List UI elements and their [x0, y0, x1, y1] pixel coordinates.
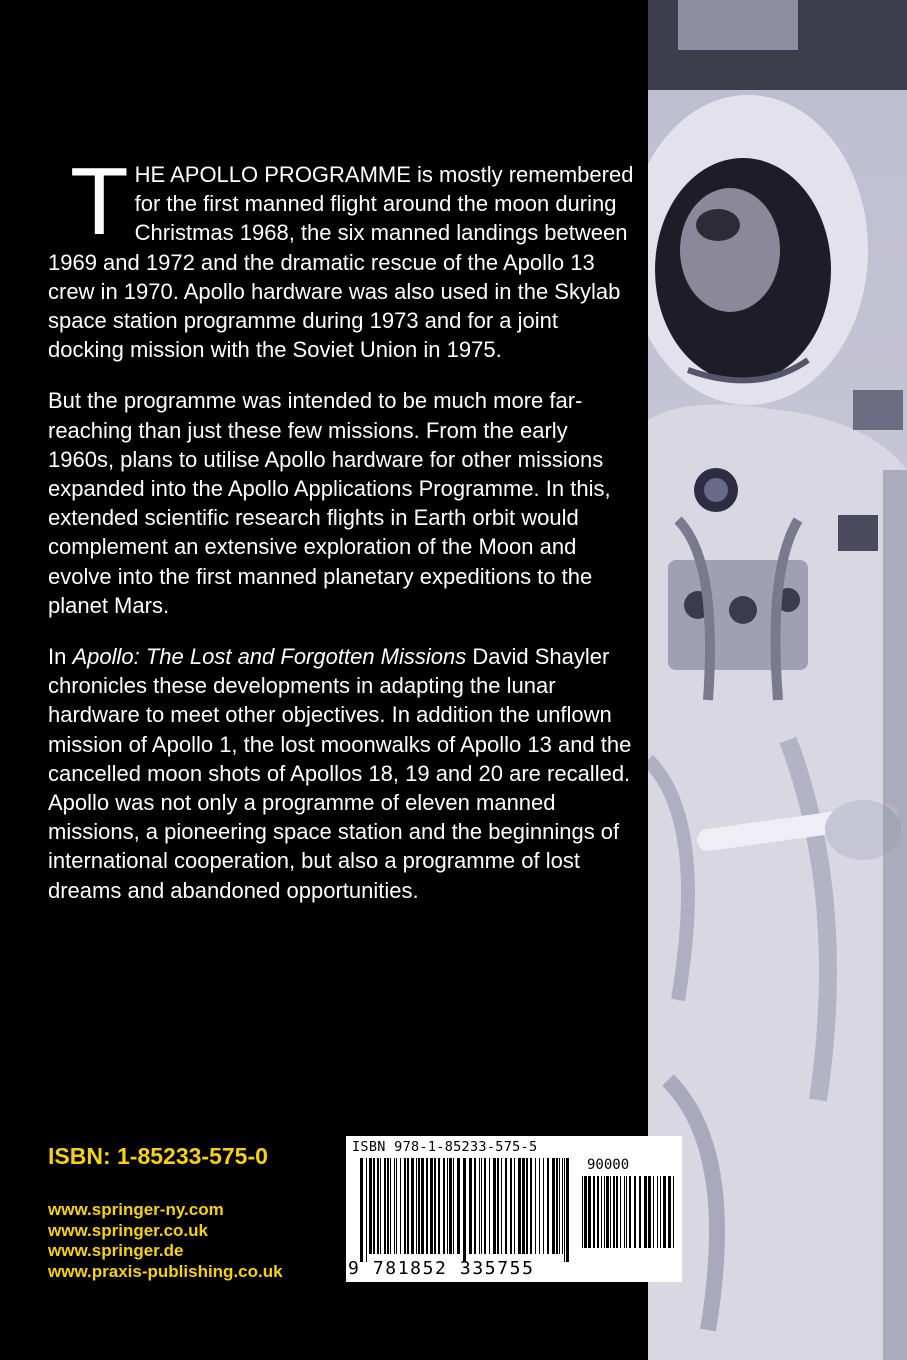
barcode-digits: 9 781852 335755: [348, 1258, 535, 1279]
barcode-bar: [426, 1158, 428, 1254]
barcode-bar: [518, 1158, 521, 1254]
barcode-addon-bars: [582, 1176, 676, 1256]
barcode-bar: [626, 1176, 627, 1248]
barcode-bar: [360, 1158, 363, 1262]
blurb-paragraph-2: But the programme was intended to be much more far-reaching than just these few missions. From the early 1960s, plans to utilise Apollo hardware for other missions expanded into the Apollo Applications Programme. In this, extended scientific research flights in Earth orbit would complement an extensive exploration of the Moon and evolve into the first manned planetary expeditions to the planet Mars.: [48, 388, 611, 618]
barcode-bar: [469, 1158, 472, 1254]
barcode-bar: [653, 1176, 654, 1248]
barcode-bar: [369, 1158, 372, 1254]
barcode-bar: [416, 1158, 417, 1254]
barcode-bar: [639, 1176, 641, 1248]
barcode-bar: [418, 1158, 420, 1254]
barcode-bar: [530, 1158, 532, 1254]
barcode-bar: [384, 1158, 386, 1254]
barcode-bar: [387, 1158, 389, 1254]
barcode-bar: [489, 1158, 490, 1254]
barcode-bar: [606, 1176, 609, 1248]
barcode-bar: [673, 1176, 674, 1248]
barcode-bar: [552, 1158, 555, 1254]
barcode-bar: [582, 1176, 583, 1248]
barcode-bar: [657, 1176, 658, 1248]
blurb-paragraph-1: HE APOLLO PROGRAMME is mostly remembered for the first manned flight around the moon during Christmas 1968, the six manned landings between 1969 and 1972 and the dramatic rescue of the Apollo 13 crew in 1970. Apollo hardware was also used in the Skylab space station programme during 1973 and for a joint docking mission with the Soviet Union in 1975.: [48, 162, 634, 363]
url-springer-uk: www.springer.co.uk: [48, 1220, 208, 1240]
barcode-bar: [629, 1176, 631, 1248]
astronaut-photo: [648, 0, 907, 1360]
blurb-p3-rest: David Shayler chronicles these developments in adapting the lunar hardware to meet other objectives. In addition the unflown mission of Apollo 1, the lost moonwalks of Apollo 13 and the cancelled moon shots of Apollos 18, 19 and 20 are recalled. Apollo was not only a programme of eleven manned missions, a pioneering space station and the beginnings of international cooperation, but also a programme of lost dreams and abandoned opportunities.: [48, 644, 632, 903]
barcode-price-code: 90000: [587, 1157, 630, 1173]
barcode-bar: [604, 1176, 605, 1248]
barcode-bar: [547, 1158, 549, 1254]
barcode-bar: [624, 1176, 625, 1248]
barcode-bar: [443, 1158, 445, 1254]
blurb-p3-prefix: In: [48, 644, 73, 670]
barcode: [346, 1136, 682, 1282]
barcode-bar: [457, 1158, 460, 1254]
blurb-text: [48, 148, 638, 927]
barcode-bar: [648, 1176, 651, 1248]
barcode-bar: [514, 1158, 515, 1254]
barcode-bar: [660, 1176, 661, 1248]
barcode-bar: [434, 1158, 436, 1254]
barcode-bar: [564, 1158, 565, 1262]
barcode-bar: [522, 1158, 525, 1254]
barcode-bar: [644, 1176, 647, 1248]
barcode-isbn-text: ISBN 978-1-85233-575-5: [352, 1139, 538, 1155]
barcode-bar: [593, 1176, 595, 1248]
barcode-bar: [394, 1158, 395, 1254]
barcode-bar: [616, 1176, 618, 1248]
barcode-bar: [404, 1158, 406, 1254]
barcode-bar: [407, 1158, 409, 1254]
barcode-bar: [453, 1158, 454, 1254]
barcode-bar: [601, 1176, 602, 1248]
barcode-bar: [588, 1176, 591, 1248]
barcode-bar: [535, 1158, 536, 1254]
barcode-bar: [510, 1158, 512, 1254]
barcode-bar: [463, 1158, 466, 1262]
barcode-bar: [543, 1158, 544, 1254]
barcode-bar: [449, 1158, 452, 1254]
book-title: Apollo: The Lost and Forgotten Missions: [72, 644, 467, 670]
barcode-bar: [380, 1158, 381, 1254]
astronaut-illustration: [648, 0, 907, 1360]
url-springer-de: www.springer.de: [48, 1241, 184, 1260]
barcode-bar: [390, 1158, 391, 1254]
isbn-label: ISBN: 1-85233-575-0: [48, 1143, 268, 1169]
barcode-bar: [366, 1158, 367, 1262]
barcode-bar: [566, 1158, 569, 1262]
barcode-bar: [421, 1158, 424, 1254]
barcode-bar: [430, 1158, 433, 1254]
barcode-bar: [497, 1158, 499, 1254]
barcode-bar: [634, 1176, 636, 1248]
blurb-paragraph: [48, 642, 638, 905]
barcode-bar: [668, 1176, 671, 1248]
barcode-bar: [562, 1158, 563, 1254]
barcode-bar: [400, 1158, 401, 1254]
barcode-bar: [438, 1158, 440, 1254]
barcode-bar: [493, 1158, 496, 1254]
barcode-bar: [377, 1158, 379, 1254]
barcode-bar: [559, 1158, 560, 1254]
barcode-bar: [501, 1158, 502, 1254]
barcode-bar: [539, 1158, 540, 1254]
barcode-bar: [396, 1158, 397, 1254]
barcode-bar: [613, 1176, 615, 1248]
url-praxis: www.praxis-publishing.co.uk: [48, 1261, 283, 1281]
drop-cap: T: [70, 148, 129, 255]
barcode-bar: [505, 1158, 507, 1254]
barcode-bar: [526, 1158, 528, 1254]
barcode-bar: [663, 1176, 666, 1248]
barcode-bar: [610, 1176, 611, 1248]
barcode-bar: [556, 1158, 558, 1254]
barcode-bar: [373, 1158, 375, 1254]
barcode-main-bars: [360, 1158, 570, 1262]
url-springer-ny: www.springer-ny.com: [48, 1200, 224, 1219]
publisher-urls: [48, 1200, 283, 1282]
barcode-bar: [597, 1176, 599, 1248]
barcode-bar: [620, 1176, 621, 1248]
barcode-bar: [479, 1158, 480, 1254]
barcode-bar: [447, 1158, 448, 1254]
barcode-bar: [411, 1158, 414, 1254]
blurb-paragraph: [48, 148, 638, 364]
barcode-bar: [484, 1158, 486, 1254]
barcode-bar: [584, 1176, 587, 1248]
barcode-bar: [474, 1158, 476, 1254]
barcode-bar: [481, 1158, 482, 1254]
